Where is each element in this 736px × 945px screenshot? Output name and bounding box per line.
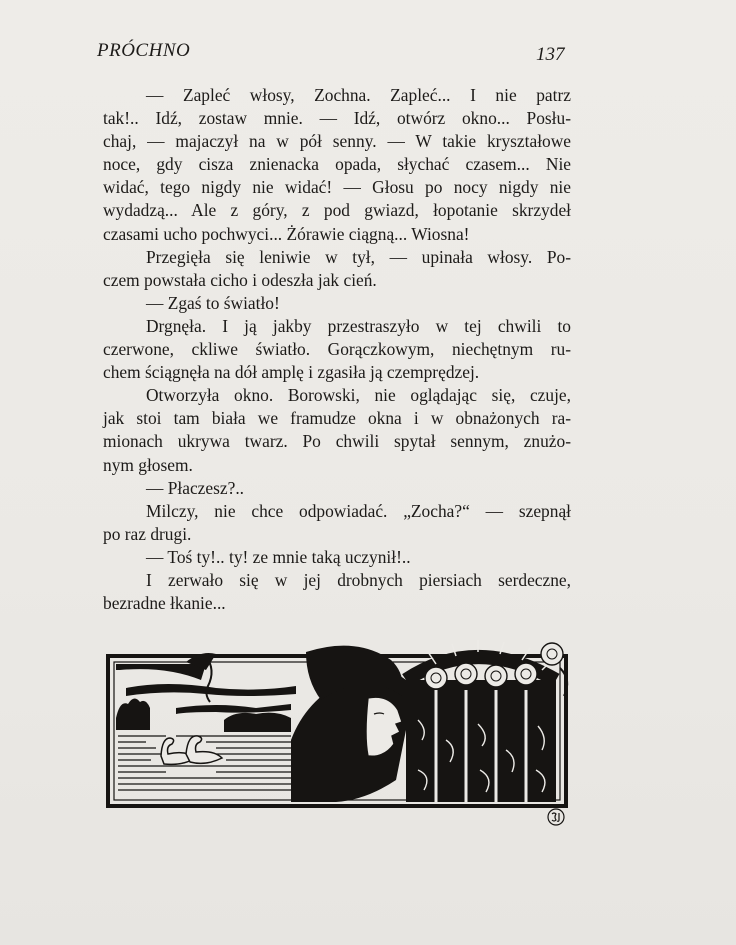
text-line: mionach ukrywa twarz. Po chwili spytał sennym, znużo- xyxy=(103,431,571,452)
lake-landscape xyxy=(116,653,296,790)
text-line: tak!.. Idź, zostaw mnie. — Idź, otwórz okno... Posłu- xyxy=(103,108,571,129)
tailpiece-illustration xyxy=(106,640,576,812)
artist-monogram xyxy=(547,808,565,826)
swans xyxy=(161,736,222,765)
text-line: Drgnęła. I ją jakby przestraszyło w tej chwili to xyxy=(146,315,571,336)
text-line: Milczy, nie chce odpowiadać. „Zocha?“ — szepnął xyxy=(146,500,571,521)
running-title: PRÓCHNO xyxy=(97,40,191,61)
text-line: nym głosem. xyxy=(103,454,193,475)
text-line: — Toś ty!.. ty! ze mnie taką uczynił!.. xyxy=(146,546,411,567)
text-line: noce, gdy cisza znienacka opada, słychać czasem... Nie xyxy=(103,154,571,175)
text-line: Przegięła się leniwie w tył, — upinała włosy. Po- xyxy=(146,246,571,267)
text-line: chaj, — majaczył na w pół senny. — W takie kryształowe xyxy=(103,131,571,152)
text-line: widać, tego nigdy nie widać! — Głosu po nocy nigdy nie xyxy=(103,177,571,198)
text-line: Otworzyła okno. Borowski, nie oglądając się, czuje, xyxy=(146,385,571,406)
woman-figure xyxy=(291,646,411,802)
text-line: czerwone, ckliwe światło. Gorączkowym, niechętnym ru- xyxy=(103,339,571,360)
text-line: wydadzą... Ale z góry, z pod gwiazd, łopotanie skrzydeł xyxy=(103,200,571,221)
text-line: — Zapleć włosy, Zochna. Zapleć... I nie patrz xyxy=(146,85,571,105)
body-text xyxy=(103,84,571,615)
text-line: — Zgaś to światło! xyxy=(146,292,280,313)
text-line: po raz drugi. xyxy=(103,523,192,544)
text-line: czem powstała cicho i odeszła jak cień. xyxy=(103,269,377,290)
text-line: chem ściągnęła na dół amplę i zgasiła ją czemprędzej. xyxy=(103,362,480,383)
page-number: 137 xyxy=(536,44,565,65)
text-line: bezradne łkanie... xyxy=(103,593,226,614)
text-line: czasami ucho pochwyci... Żórawie ciągną... Wiosna! xyxy=(103,223,470,244)
text-line: — Płaczesz?.. xyxy=(146,477,245,498)
text-line: jak stoi tam biała we framudze okna i w obnażonych ra- xyxy=(103,408,571,429)
text-line: I zerwało się w jej drobnych piersiach serdeczne, xyxy=(146,569,571,590)
